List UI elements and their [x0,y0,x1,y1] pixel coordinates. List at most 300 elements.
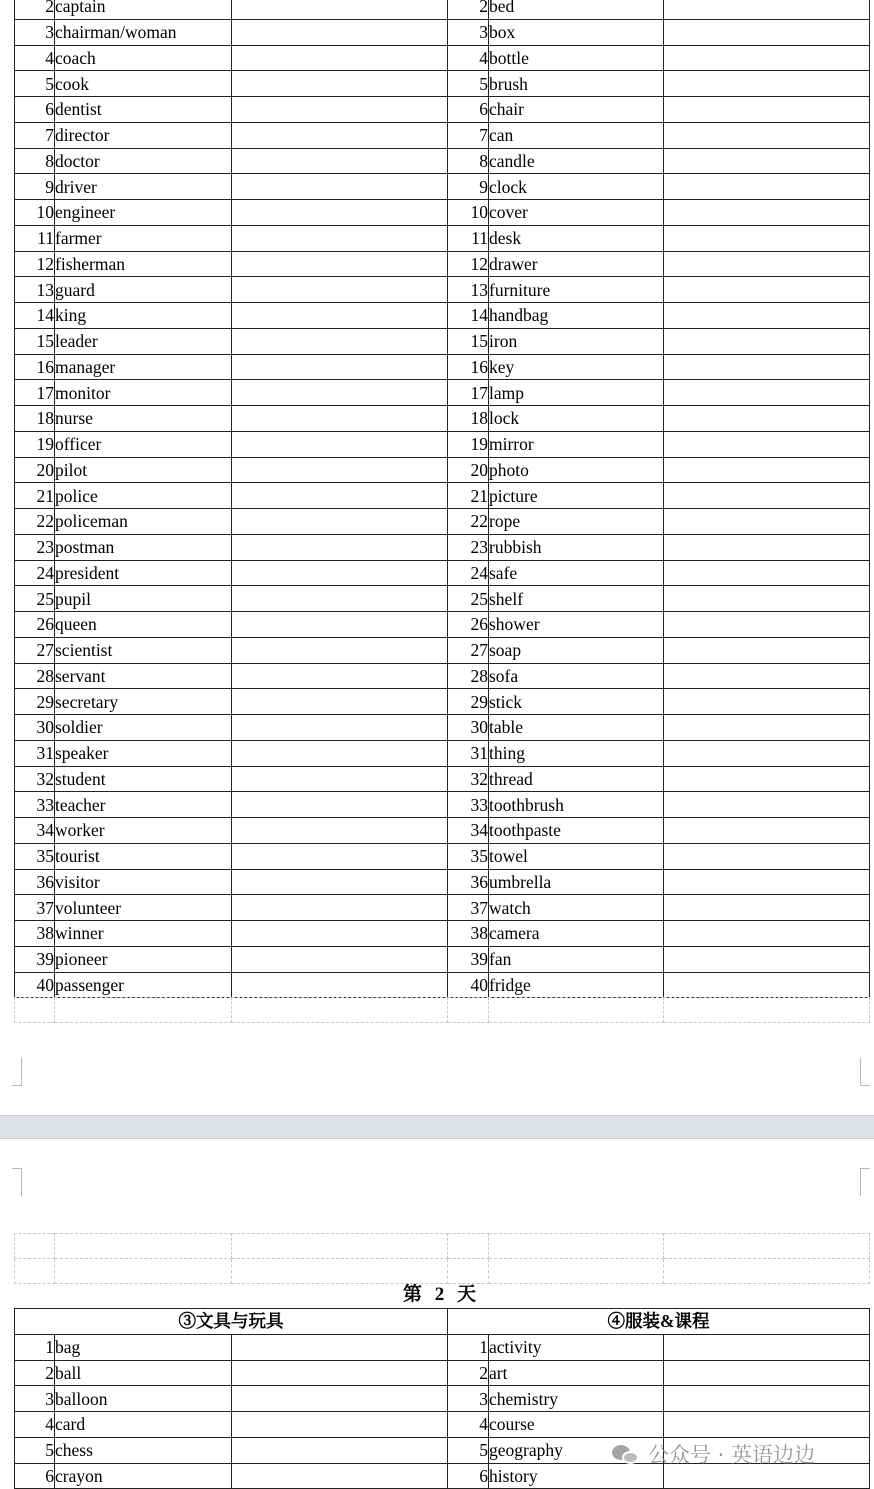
left-number: 16 [15,354,55,380]
left-number: 3 [15,19,55,45]
left-word: pupil [55,586,232,612]
left-word: manager [55,354,232,380]
left-word: chess [55,1437,232,1463]
table-row [15,663,870,689]
left-number: 5 [15,71,55,97]
left-word: bag [55,1334,232,1360]
right-answer-cell[interactable] [664,792,870,818]
table-row [15,45,870,71]
left-number: 20 [15,457,55,483]
left-word: balloon [55,1386,232,1412]
right-word: camera [489,921,664,947]
left-answer-cell[interactable] [232,843,448,869]
left-answer-cell[interactable] [232,946,448,972]
left-word: engineer [55,200,232,226]
right-answer-cell[interactable] [664,509,870,535]
left-answer-cell[interactable] [232,1360,448,1386]
right-number: 30 [448,715,489,741]
right-answer-cell[interactable] [664,174,870,200]
right-answer-cell[interactable] [664,0,870,19]
left-answer-cell[interactable] [232,45,448,71]
left-answer-cell[interactable] [232,534,448,560]
left-number: 37 [15,895,55,921]
left-answer-cell[interactable] [232,71,448,97]
wechat-icon [612,1443,640,1465]
right-answer-cell[interactable] [664,431,870,457]
left-word: soldier [55,715,232,741]
right-number: 26 [448,612,489,638]
right-word: iron [489,328,664,354]
right-answer-cell[interactable] [664,740,870,766]
table-row [15,921,870,947]
left-number: 5 [15,1437,55,1463]
right-word: box [489,19,664,45]
table-row [15,200,870,226]
left-number: 26 [15,612,55,638]
page-corner-mark-bottom-left [12,1058,22,1086]
left-answer-cell[interactable] [232,148,448,174]
right-number: 12 [448,251,489,277]
left-word: visitor [55,869,232,895]
left-number: 10 [15,200,55,226]
right-number: 17 [448,380,489,406]
document-page-2 [0,1139,874,1489]
page-corner-mark-top-right [860,1168,870,1196]
left-answer-cell[interactable] [232,818,448,844]
right-word: safe [489,560,664,586]
left-number: 36 [15,869,55,895]
right-word: handbag [489,303,664,329]
left-number: 15 [15,328,55,354]
left-word: officer [55,431,232,457]
left-number: 4 [15,45,55,71]
right-number: 25 [448,586,489,612]
right-answer-cell[interactable] [664,560,870,586]
right-word: fridge [489,972,664,998]
right-answer-cell[interactable] [664,122,870,148]
left-answer-cell[interactable] [232,972,448,998]
right-word: lamp [489,380,664,406]
left-word: nurse [55,406,232,432]
page-separator [0,1115,874,1139]
left-answer-cell[interactable] [232,560,448,586]
right-number: 34 [448,818,489,844]
left-answer-cell[interactable] [232,612,448,638]
right-number: 2 [448,1360,489,1386]
left-word: leader [55,328,232,354]
left-word: secretary [55,689,232,715]
left-answer-cell[interactable] [232,766,448,792]
left-answer-cell[interactable] [232,1463,448,1489]
left-answer-cell[interactable] [232,225,448,251]
left-word: card [55,1412,232,1438]
right-answer-cell[interactable] [664,277,870,303]
table-row [15,251,870,277]
right-number: 32 [448,766,489,792]
left-word: fisherman [55,251,232,277]
right-number: 18 [448,406,489,432]
left-number: 17 [15,380,55,406]
table-row [15,0,870,19]
right-number: 11 [448,225,489,251]
right-word: activity [489,1334,664,1360]
left-number: 23 [15,534,55,560]
left-word: volunteer [55,895,232,921]
right-number: 9 [448,174,489,200]
left-number: 24 [15,560,55,586]
right-word: photo [489,457,664,483]
right-number: 29 [448,689,489,715]
left-number: 28 [15,663,55,689]
right-number: 20 [448,457,489,483]
table-row [15,534,870,560]
table-row [15,972,870,998]
right-word: thread [489,766,664,792]
watermark [612,1439,815,1469]
right-word: chemistry [489,1386,664,1412]
right-number: 38 [448,921,489,947]
left-number: 14 [15,303,55,329]
left-answer-cell[interactable] [232,586,448,612]
table-row [15,431,870,457]
table-row [15,457,870,483]
left-number: 7 [15,122,55,148]
right-number: 10 [448,200,489,226]
left-answer-cell[interactable] [232,303,448,329]
table-row [15,148,870,174]
table-row [15,380,870,406]
right-number: 2 [448,0,489,19]
right-number: 27 [448,637,489,663]
right-word: history [489,1463,664,1489]
left-word: chairman/woman [55,19,232,45]
left-answer-cell[interactable] [232,122,448,148]
left-number: 32 [15,766,55,792]
left-answer-cell[interactable] [232,483,448,509]
table-row [15,354,870,380]
left-answer-cell[interactable] [232,921,448,947]
right-answer-cell[interactable] [664,200,870,226]
right-word: course [489,1412,664,1438]
left-number: 38 [15,921,55,947]
left-number: 40 [15,972,55,998]
left-number: 6 [15,97,55,123]
left-answer-cell[interactable] [232,277,448,303]
table-row [15,843,870,869]
right-word: watch [489,895,664,921]
right-number: 39 [448,946,489,972]
left-number: 25 [15,586,55,612]
table-row [15,277,870,303]
left-number: 29 [15,689,55,715]
left-answer-cell[interactable] [232,740,448,766]
right-number: 24 [448,560,489,586]
right-word: furniture [489,277,664,303]
right-answer-cell[interactable] [664,1412,870,1438]
table-row [15,483,870,509]
left-number: 18 [15,406,55,432]
right-word: rope [489,509,664,535]
right-word: drawer [489,251,664,277]
left-word: speaker [55,740,232,766]
left-word: king [55,303,232,329]
left-answer-cell[interactable] [232,406,448,432]
right-number: 13 [448,277,489,303]
page-corner-mark-bottom-right [860,1058,870,1086]
right-answer-cell[interactable] [664,19,870,45]
right-answer-cell[interactable] [664,1386,870,1412]
left-answer-cell[interactable] [232,637,448,663]
left-number: 39 [15,946,55,972]
right-word: clock [489,174,664,200]
right-answer-cell[interactable] [664,637,870,663]
right-word: toothbrush [489,792,664,818]
right-answer-cell[interactable] [664,869,870,895]
left-word: student [55,766,232,792]
right-answer-cell[interactable] [664,715,870,741]
left-word: monitor [55,380,232,406]
table-row [15,1360,870,1386]
left-answer-cell[interactable] [232,431,448,457]
right-number: 37 [448,895,489,921]
table-row [15,612,870,638]
left-word: teacher [55,792,232,818]
right-answer-cell[interactable] [664,766,870,792]
empty-table-row-guides [14,997,870,1023]
table-row [15,637,870,663]
right-answer-cell[interactable] [664,148,870,174]
left-answer-cell[interactable] [232,1386,448,1412]
left-number: 12 [15,251,55,277]
right-answer-cell[interactable] [664,663,870,689]
table-row [15,328,870,354]
left-word: servant [55,663,232,689]
table-row [15,1334,870,1360]
right-answer-cell[interactable] [664,612,870,638]
left-number: 9 [15,174,55,200]
right-answer-cell[interactable] [664,534,870,560]
left-word: doctor [55,148,232,174]
right-number: 3 [448,1386,489,1412]
left-number: 30 [15,715,55,741]
right-answer-cell[interactable] [664,1360,870,1386]
section-title-stationery-toys: ③文具与玩具 [15,1309,448,1335]
left-number: 4 [15,1412,55,1438]
right-number: 22 [448,509,489,535]
left-number: 19 [15,431,55,457]
right-number: 4 [448,1412,489,1438]
table-row [15,766,870,792]
left-answer-cell[interactable] [232,689,448,715]
left-word: policeman [55,509,232,535]
left-answer-cell[interactable] [232,792,448,818]
left-word: tourist [55,843,232,869]
left-number: 33 [15,792,55,818]
left-answer-cell[interactable] [232,328,448,354]
right-number: 21 [448,483,489,509]
left-answer-cell[interactable] [232,509,448,535]
right-answer-cell[interactable] [664,303,870,329]
right-word: bed [489,0,664,19]
right-word: sofa [489,663,664,689]
right-answer-cell[interactable] [664,895,870,921]
right-word: picture [489,483,664,509]
left-answer-cell[interactable] [232,1437,448,1463]
left-number: 2 [15,0,55,19]
right-answer-cell[interactable] [664,406,870,432]
right-word: bottle [489,45,664,71]
left-answer-cell[interactable] [232,1334,448,1360]
table-row [15,303,870,329]
right-word: art [489,1360,664,1386]
left-answer-cell[interactable] [232,715,448,741]
right-word: thing [489,740,664,766]
left-number: 6 [15,1463,55,1489]
table-row [15,715,870,741]
right-answer-cell[interactable] [664,225,870,251]
table-row [15,406,870,432]
right-answer-cell[interactable] [664,483,870,509]
table-row [15,869,870,895]
right-number: 36 [448,869,489,895]
left-answer-cell[interactable] [232,19,448,45]
left-answer-cell[interactable] [232,0,448,19]
right-word: towel [489,843,664,869]
table-row [15,122,870,148]
right-number: 5 [448,71,489,97]
right-word: geography [489,1437,664,1463]
table-row [15,174,870,200]
right-word: chair [489,97,664,123]
right-word: fan [489,946,664,972]
right-answer-cell[interactable] [664,380,870,406]
left-word: passenger [55,972,232,998]
left-word: worker [55,818,232,844]
left-word: driver [55,174,232,200]
left-answer-cell[interactable] [232,200,448,226]
vocabulary-table-day-1 [14,0,870,998]
right-number: 3 [448,19,489,45]
left-answer-cell[interactable] [232,457,448,483]
right-word: toothpaste [489,818,664,844]
right-number: 1 [448,1334,489,1360]
table-row [15,1386,870,1412]
right-number: 7 [448,122,489,148]
left-answer-cell[interactable] [232,663,448,689]
table-row [15,225,870,251]
right-answer-cell[interactable] [664,45,870,71]
watermark-text: 公众号 · 英语边边 [648,1443,816,1467]
day-title: 第 2 天 [402,1284,480,1305]
table-row [15,1412,870,1438]
right-word: stick [489,689,664,715]
empty-table-row-guides [14,1233,870,1284]
right-word: rubbish [489,534,664,560]
table-row [15,509,870,535]
right-number: 35 [448,843,489,869]
table-row [15,895,870,921]
table-row [15,946,870,972]
left-word: dentist [55,97,232,123]
right-number: 31 [448,740,489,766]
left-number: 3 [15,1386,55,1412]
right-answer-cell[interactable] [664,457,870,483]
left-word: police [55,483,232,509]
right-answer-cell[interactable] [664,97,870,123]
left-word: farmer [55,225,232,251]
right-number: 6 [448,1463,489,1489]
left-answer-cell[interactable] [232,380,448,406]
right-number: 14 [448,303,489,329]
left-answer-cell[interactable] [232,354,448,380]
left-word: pioneer [55,946,232,972]
left-answer-cell[interactable] [232,1412,448,1438]
right-answer-cell[interactable] [664,354,870,380]
left-answer-cell[interactable] [232,97,448,123]
right-answer-cell[interactable] [664,689,870,715]
right-word: desk [489,225,664,251]
table-row [15,818,870,844]
right-answer-cell[interactable] [664,1334,870,1360]
left-answer-cell[interactable] [232,174,448,200]
right-answer-cell[interactable] [664,972,870,998]
right-word: candle [489,148,664,174]
right-number: 4 [448,45,489,71]
right-answer-cell[interactable] [664,818,870,844]
left-number: 35 [15,843,55,869]
section-title-clothing-courses: ④服装&课程 [448,1309,870,1335]
right-word: shelf [489,586,664,612]
right-number: 23 [448,534,489,560]
table-row [15,586,870,612]
left-answer-cell[interactable] [232,251,448,277]
left-word: postman [55,534,232,560]
right-answer-cell[interactable] [664,921,870,947]
left-word: ball [55,1360,232,1386]
left-number: 2 [15,1360,55,1386]
left-number: 13 [15,277,55,303]
right-answer-cell[interactable] [664,328,870,354]
right-number: 16 [448,354,489,380]
table-row [15,97,870,123]
left-word: captain [55,0,232,19]
page-corner-mark-top-left [12,1168,22,1196]
left-number: 27 [15,637,55,663]
table-row [15,560,870,586]
right-word: soap [489,637,664,663]
left-answer-cell[interactable] [232,869,448,895]
right-number: 40 [448,972,489,998]
right-answer-cell[interactable] [664,586,870,612]
left-word: pilot [55,457,232,483]
right-word: umbrella [489,869,664,895]
right-number: 15 [448,328,489,354]
right-word: brush [489,71,664,97]
right-answer-cell[interactable] [664,843,870,869]
left-word: winner [55,921,232,947]
right-answer-cell[interactable] [664,71,870,97]
right-number: 19 [448,431,489,457]
left-word: director [55,122,232,148]
right-number: 5 [448,1437,489,1463]
right-word: can [489,122,664,148]
left-answer-cell[interactable] [232,895,448,921]
left-number: 11 [15,225,55,251]
right-word: lock [489,406,664,432]
left-word: president [55,560,232,586]
right-answer-cell[interactable] [664,946,870,972]
right-answer-cell[interactable] [664,251,870,277]
